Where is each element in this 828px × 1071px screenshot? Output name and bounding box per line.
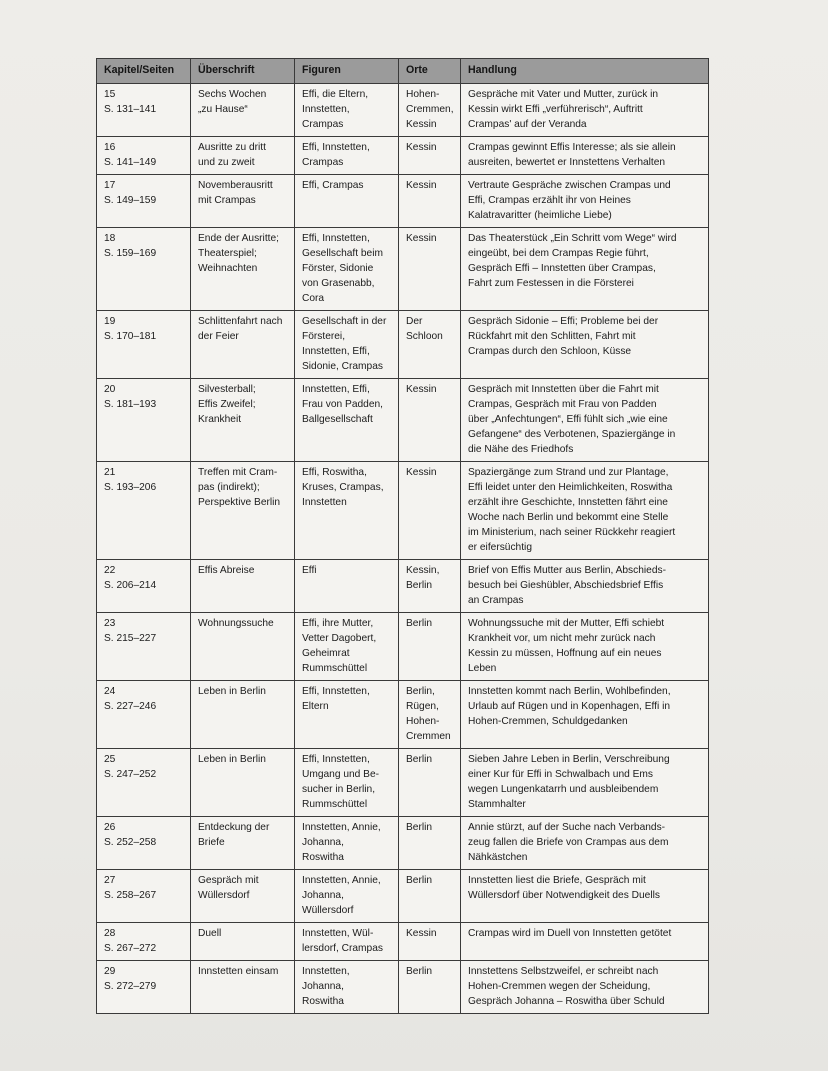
table-row bbox=[97, 870, 709, 923]
cell-ueberschrift: Leben in Berlin bbox=[191, 749, 295, 817]
cell-orte: Kessin bbox=[399, 379, 461, 462]
table-row bbox=[97, 923, 709, 961]
cell-handlung: Gespräch mit Innstetten über die Fahrt mit Crampas, Gespräch mit Frau von Padden über „Anfechtungen“, Effi fühlt sich „wie eine Gefangene“ des Verbotenen, Spaziergänge in die Nähe des Friedhofs bbox=[461, 379, 709, 462]
cell-kapitel: 25 S. 247–252 bbox=[97, 749, 191, 817]
table-row bbox=[97, 961, 709, 1014]
cell-orte: Hohen- Cremmen, Kessin bbox=[399, 84, 461, 137]
cell-figuren: Effi, Roswitha, Kruses, Crampas, Innstetten bbox=[295, 462, 399, 560]
cell-figuren: Effi, Innstetten, Crampas bbox=[295, 137, 399, 175]
cell-orte: Berlin bbox=[399, 961, 461, 1014]
chapter-table bbox=[96, 58, 709, 1014]
cell-kapitel: 15 S. 131–141 bbox=[97, 84, 191, 137]
cell-figuren: Effi, Crampas bbox=[295, 175, 399, 228]
cell-ueberschrift: Treffen mit Cram- pas (indirekt); Perspektive Berlin bbox=[191, 462, 295, 560]
cell-kapitel: 21 S. 193–206 bbox=[97, 462, 191, 560]
cell-figuren: Innstetten, Annie, Johanna, Roswitha bbox=[295, 817, 399, 870]
table-row bbox=[97, 228, 709, 311]
table-row bbox=[97, 137, 709, 175]
cell-kapitel: 29 S. 272–279 bbox=[97, 961, 191, 1014]
cell-orte: Berlin, Rügen, Hohen- Cremmen bbox=[399, 681, 461, 749]
cell-ueberschrift: Silvesterball; Effis Zweifel; Krankheit bbox=[191, 379, 295, 462]
cell-handlung: Innstetten kommt nach Berlin, Wohlbefinden, Urlaub auf Rügen und in Kopenhagen, Effi in Hohen-Cremmen, Schuldgedanken bbox=[461, 681, 709, 749]
cell-handlung: Innstettens Selbstzweifel, er schreibt nach Hohen-Cremmen wegen der Scheidung, Gespräch Johanna – Roswitha über Schuld bbox=[461, 961, 709, 1014]
cell-figuren: Innstetten, Johanna, Roswitha bbox=[295, 961, 399, 1014]
table-row bbox=[97, 817, 709, 870]
cell-orte: Kessin bbox=[399, 462, 461, 560]
cell-kapitel: 20 S. 181–193 bbox=[97, 379, 191, 462]
header-orte: Orte bbox=[399, 59, 461, 84]
header-kapitel: Kapitel/Seiten bbox=[97, 59, 191, 84]
table-row bbox=[97, 462, 709, 560]
cell-figuren: Innstetten, Annie, Johanna, Wüllersdorf bbox=[295, 870, 399, 923]
cell-ueberschrift: Effis Abreise bbox=[191, 560, 295, 613]
cell-orte: Kessin bbox=[399, 137, 461, 175]
cell-figuren: Gesellschaft in der Försterei, Innstetten, Effi, Sidonie, Crampas bbox=[295, 311, 399, 379]
table-row bbox=[97, 749, 709, 817]
cell-orte: Berlin bbox=[399, 749, 461, 817]
table-row bbox=[97, 379, 709, 462]
cell-figuren: Innstetten, Effi, Frau von Padden, Ballgesellschaft bbox=[295, 379, 399, 462]
table-row bbox=[97, 84, 709, 137]
header-figuren: Figuren bbox=[295, 59, 399, 84]
cell-kapitel: 22 S. 206–214 bbox=[97, 560, 191, 613]
cell-kapitel: 23 S. 215–227 bbox=[97, 613, 191, 681]
cell-orte: Kessin bbox=[399, 923, 461, 961]
cell-ueberschrift: Novemberausritt mit Crampas bbox=[191, 175, 295, 228]
cell-ueberschrift: Schlittenfahrt nach der Feier bbox=[191, 311, 295, 379]
cell-handlung: Crampas gewinnt Effis Interesse; als sie allein ausreiten, bewertet er Innstettens Verhalten bbox=[461, 137, 709, 175]
cell-handlung: Das Theaterstück „Ein Schritt vom Wege“ wird eingeübt, bei dem Crampas Regie führt, Gespräch Effi – Innstetten über Crampas, Fahrt zum Festessen in die Försterei bbox=[461, 228, 709, 311]
cell-handlung: Innstetten liest die Briefe, Gespräch mit Wüllersdorf über Notwendigkeit des Duells bbox=[461, 870, 709, 923]
cell-kapitel: 28 S. 267–272 bbox=[97, 923, 191, 961]
cell-kapitel: 18 S. 159–169 bbox=[97, 228, 191, 311]
cell-ueberschrift: Sechs Wochen „zu Hause“ bbox=[191, 84, 295, 137]
table-row bbox=[97, 560, 709, 613]
cell-kapitel: 16 S. 141–149 bbox=[97, 137, 191, 175]
cell-orte: Berlin bbox=[399, 613, 461, 681]
cell-handlung: Crampas wird im Duell von Innstetten getötet bbox=[461, 923, 709, 961]
cell-ueberschrift: Innstetten einsam bbox=[191, 961, 295, 1014]
table-header-row bbox=[97, 59, 709, 84]
cell-figuren: Effi, Innstetten, Umgang und Be- sucher in Berlin, Rummschüttel bbox=[295, 749, 399, 817]
cell-orte: Kessin, Berlin bbox=[399, 560, 461, 613]
header-handlung: Handlung bbox=[461, 59, 709, 84]
cell-ueberschrift: Entdeckung der Briefe bbox=[191, 817, 295, 870]
cell-handlung: Vertraute Gespräche zwischen Crampas und Effi, Crampas erzählt ihr von Heines Kalatravaritter (heimliche Liebe) bbox=[461, 175, 709, 228]
cell-figuren: Effi bbox=[295, 560, 399, 613]
cell-handlung: Annie stürzt, auf der Suche nach Verbands- zeug fallen die Briefe von Crampas aus dem Nähkästchen bbox=[461, 817, 709, 870]
cell-ueberschrift: Ausritte zu dritt und zu zweit bbox=[191, 137, 295, 175]
cell-handlung: Sieben Jahre Leben in Berlin, Verschreibung einer Kur für Effi in Schwalbach und Ems wegen Lungenkatarrh und ausbleibendem Stammhalter bbox=[461, 749, 709, 817]
cell-kapitel: 24 S. 227–246 bbox=[97, 681, 191, 749]
cell-figuren: Effi, die Eltern, Innstetten, Crampas bbox=[295, 84, 399, 137]
cell-orte: Berlin bbox=[399, 870, 461, 923]
cell-ueberschrift: Wohnungssuche bbox=[191, 613, 295, 681]
cell-ueberschrift: Ende der Ausritte; Theaterspiel; Weihnachten bbox=[191, 228, 295, 311]
cell-orte: Kessin bbox=[399, 228, 461, 311]
cell-kapitel: 27 S. 258–267 bbox=[97, 870, 191, 923]
cell-kapitel: 17 S. 149–159 bbox=[97, 175, 191, 228]
chapter-overview-sheet bbox=[96, 58, 708, 1014]
cell-orte: Kessin bbox=[399, 175, 461, 228]
cell-ueberschrift: Duell bbox=[191, 923, 295, 961]
cell-ueberschrift: Leben in Berlin bbox=[191, 681, 295, 749]
cell-kapitel: 19 S. 170–181 bbox=[97, 311, 191, 379]
cell-handlung: Gespräche mit Vater und Mutter, zurück in Kessin wirkt Effi „verführerisch“, Auftritt Crampas' auf der Veranda bbox=[461, 84, 709, 137]
cell-figuren: Effi, Innstetten, Gesellschaft beim Förster, Sidonie von Grasenabb, Cora bbox=[295, 228, 399, 311]
cell-figuren: Effi, Innstetten, Eltern bbox=[295, 681, 399, 749]
cell-figuren: Innstetten, Wül- lersdorf, Crampas bbox=[295, 923, 399, 961]
cell-handlung: Gespräch Sidonie – Effi; Probleme bei der Rückfahrt mit den Schlitten, Fahrt mit Crampas durch den Schloon, Küsse bbox=[461, 311, 709, 379]
table-row bbox=[97, 311, 709, 379]
cell-handlung: Wohnungssuche mit der Mutter, Effi schiebt Krankheit vor, um nicht mehr zurück nach Kessin zu müssen, Hoffnung auf ein neues Leben bbox=[461, 613, 709, 681]
cell-orte: Der Schloon bbox=[399, 311, 461, 379]
table-row bbox=[97, 681, 709, 749]
table-row bbox=[97, 175, 709, 228]
cell-handlung: Spaziergänge zum Strand und zur Plantage, Effi leidet unter den Heimlichkeiten, Roswitha erzählt ihre Geschichte, Innstetten fährt eine Woche nach Berlin und bekommt eine Stelle im Ministerium, nach seiner Rückkehr reagiert er eifersüchtig bbox=[461, 462, 709, 560]
cell-orte: Berlin bbox=[399, 817, 461, 870]
cell-ueberschrift: Gespräch mit Wüllersdorf bbox=[191, 870, 295, 923]
cell-kapitel: 26 S. 252–258 bbox=[97, 817, 191, 870]
cell-handlung: Brief von Effis Mutter aus Berlin, Abschieds- besuch bei Gieshübler, Abschiedsbrief Effis an Crampas bbox=[461, 560, 709, 613]
cell-figuren: Effi, ihre Mutter, Vetter Dagobert, Geheimrat Rummschüttel bbox=[295, 613, 399, 681]
header-ueberschrift: Überschrift bbox=[191, 59, 295, 84]
table-row bbox=[97, 613, 709, 681]
